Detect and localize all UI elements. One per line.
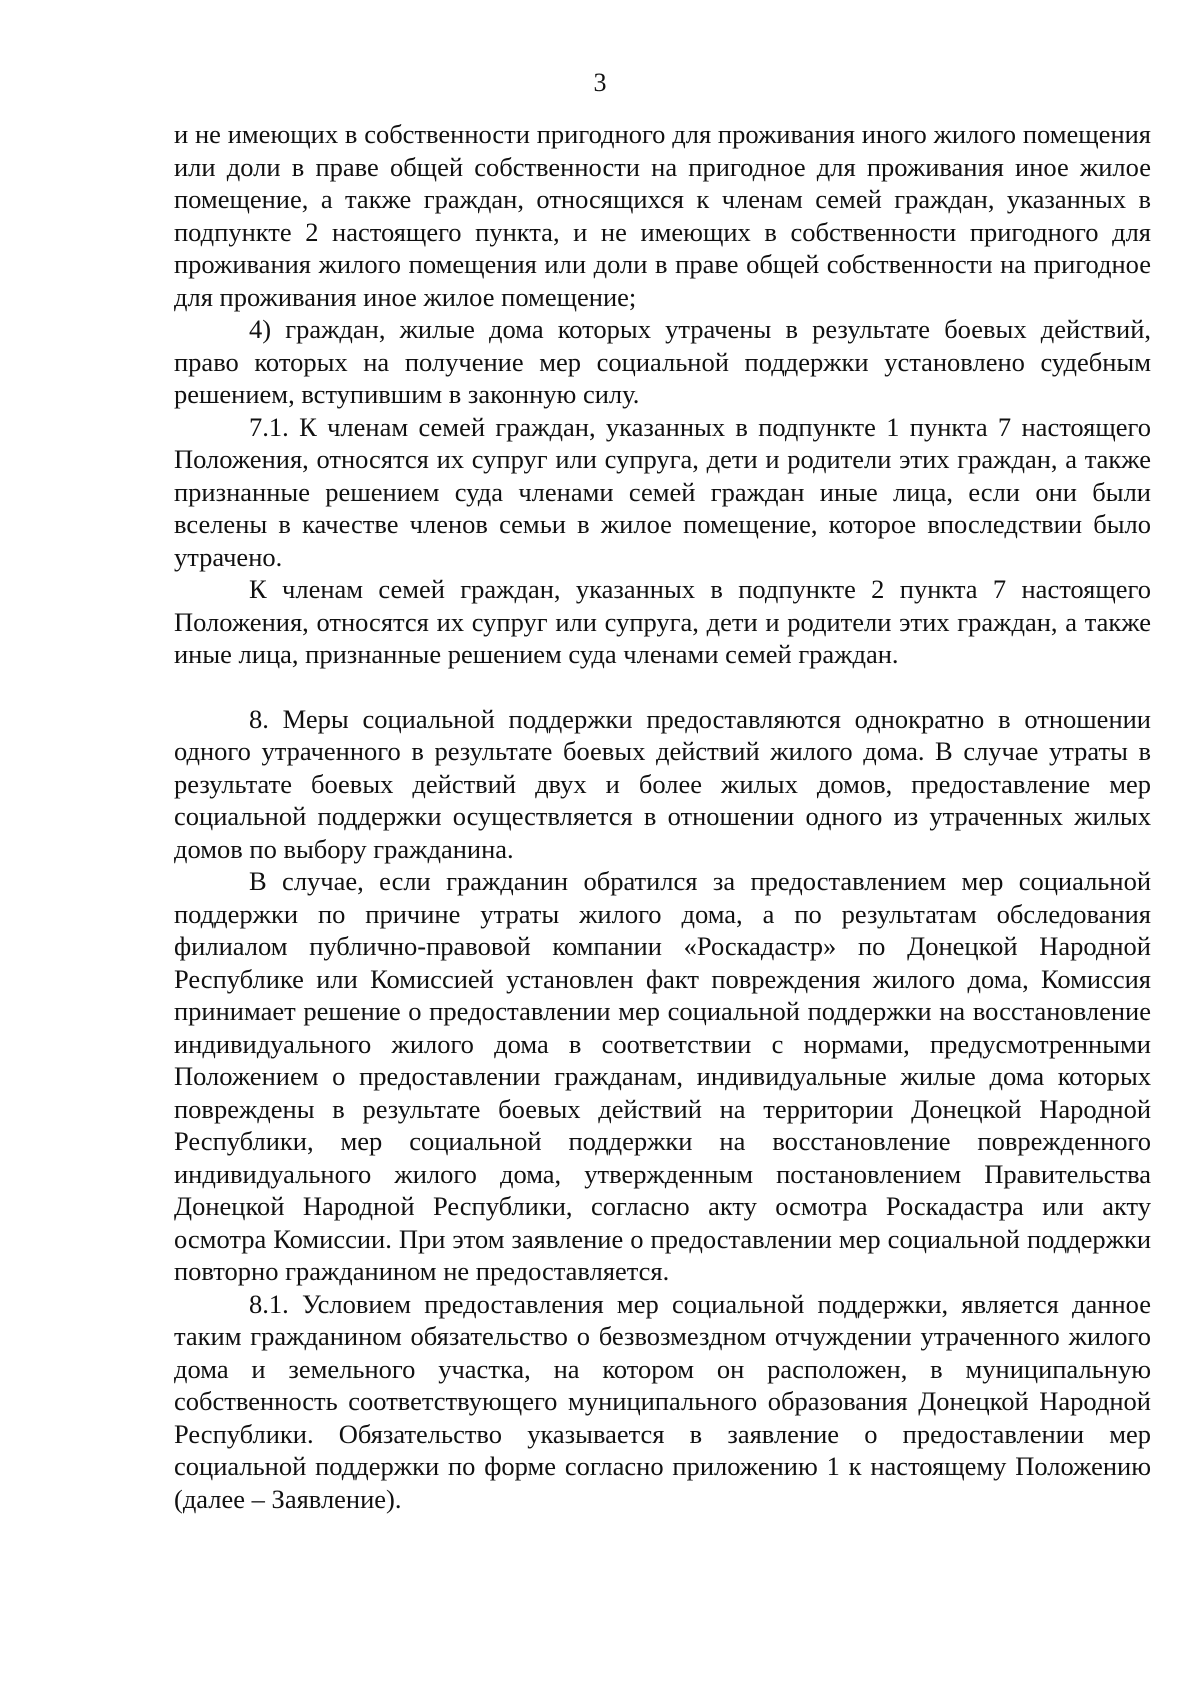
document-body bbox=[174, 118, 1151, 1515]
page-number: 3 bbox=[593, 68, 607, 97]
paragraph-8-1: 8.1. Условием предоставления мер социальной поддержки, является данное таким гражданином обязательство о безвозмездном отчуждении утраченного жилого дома и земельного участка, на котором он расположен, в муниципальную собственность соответствующего муниципального образования Донецкой Народной Республики. Обязательство указывается в заявление о предоставлении мер социальной поддержки по форме согласно приложению 1 к настоящему Положению (далее – Заявление). bbox=[174, 1288, 1151, 1514]
paragraph-7-1-family: К членам семей граждан, указанных в подпункте 2 пункта 7 настоящего Положения, относятся их супруг или супруга, дети и родители этих граждан, а также иные лица, признанные решением суда членами семей граждан. bbox=[174, 574, 1151, 669]
paragraph-7-1: 7.1. К членам семей граждан, указанных в подпункте 1 пункта 7 настоящего Положения, относятся их супруг или супруга, дети и родители этих граждан, а также признанные решением суда членами семей граждан иные лица, если они были вселены в качестве членов семьи в жилое помещение, которое впоследствии было утрачено. bbox=[174, 411, 1151, 572]
paragraph-continuation: и не имеющих в собственности пригодного для проживания иного жилого помещения или доли в праве общей собственности на пригодное для проживания иное жилое помещение, а также граждан, относящихся к членам семей граждан, указанных в подпункте 2 настоящего пункта, и не имеющих в собственности пригодного для проживания жилого помещения или доли в праве общей собственности на пригодное для проживания иное жилое помещение; bbox=[174, 119, 1151, 312]
paragraph-8: 8. Меры социальной поддержки предоставляются однократно в отношении одного утраченного в результате боевых действий жилого дома. В случае утраты в результате боевых действий двух и более жилых домов, предоставление мер социальной поддержки осуществляется в отношении одного из утраченных жилых домов по выбору гражданина. bbox=[174, 703, 1151, 864]
paragraph-subitem-4: 4) граждан, жилые дома которых утрачены в результате боевых действий, право которых на получение мер социальной поддержки установлено судебным решением, вступившим в законную силу. bbox=[174, 314, 1151, 409]
paragraph-8-damage-case: В случае, если гражданин обратился за предоставлением мер социальной поддержки по причине утраты жилого дома, а по результатам обследования филиалом публично-правовой компании «Роскадастр» по Донецкой Народной Республике или Комиссией установлен факт повреждения жилого дома, Комиссия принимает решение о предоставлении мер социальной поддержки на восстановление индивидуального жилого дома в соответствии с нормами, предусмотренными Положением о предоставлении гражданам, индивидуальные жилые дома которых повреждены в результате боевых действий на территории Донецкой Народной Республики, мер социальной поддержки на восстановление поврежденного индивидуального жилого дома, утвержденным постановлением Правительства Донецкой Народной Республики, согласно акту осмотра Роскадастра или акту осмотра Комиссии. При этом заявление о предоставлении мер социальной поддержки повторно гражданином не предоставляется. bbox=[174, 866, 1151, 1286]
